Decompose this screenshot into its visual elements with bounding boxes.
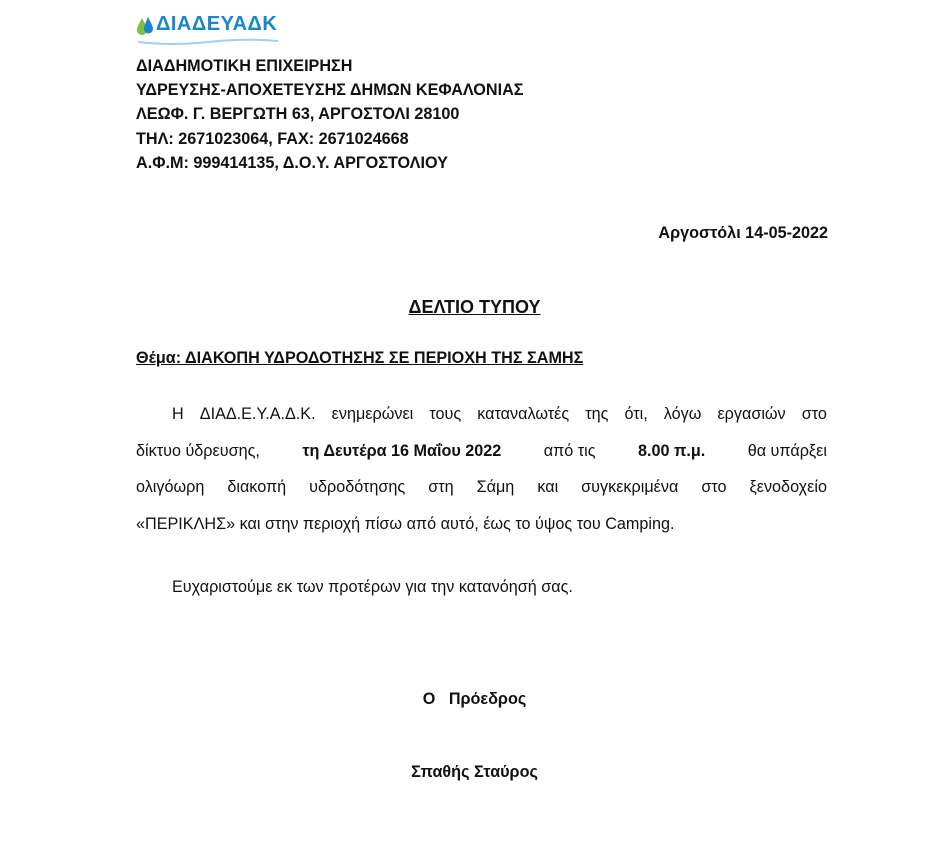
company-name: ΔΙΑΔΗΜΟΤΙΚΗ ΕΠΙΧΕΙΡΗΣΗ: [136, 57, 353, 75]
body-word: ενημερώνει: [331, 405, 414, 423]
company-full-name: ΥΔΡΕΥΣΗΣ-ΑΠΟΧΕΤΕΥΣΗΣ ΔΗΜΩΝ ΚΕΦΑΛΟΝΙΑΣ: [136, 81, 524, 100]
body-word: τους: [429, 405, 462, 423]
body-word: Σάμη: [476, 478, 515, 496]
body-text: «ΠΕΡΙΚΛΗΣ» και στην περιοχή πίσω από αυτό, έως το ύψος του Camping.: [136, 514, 675, 533]
logo-wave: [138, 37, 278, 47]
body-line-4: [136, 506, 827, 543]
company-address: ΛΕΩΦ. Γ. ΒΕΡΓΩΤΗ 63, ΑΡΓΟΣΤΟΛΙ 28100: [136, 105, 460, 124]
document-date: Αργοστόλι 14-05-2022: [658, 224, 828, 242]
body-word: διακοπή: [227, 478, 287, 496]
body-word: εργασιών: [717, 405, 786, 423]
company-logo: [136, 13, 277, 37]
body-word: καταναλωτές: [477, 405, 570, 423]
body-line-2: [136, 433, 827, 470]
body-word: στη: [428, 478, 454, 496]
document-subject: Θέμα: ΔΙΑΚΟΠΗ ΥΔΡΟΔΟΤΗΣΗΣ ΣΕ ΠΕΡΙΟΧΗ ΤΗΣ ΣΑΜΗΣ: [136, 349, 584, 367]
body-text: από τις: [543, 441, 596, 460]
body-word: και: [537, 478, 559, 496]
outage-date: τη Δευτέρα 16 Μαΐου 2022: [302, 441, 502, 460]
body-line-3: [136, 469, 827, 506]
logo-text: ΔΙΑΔΕΥΑΔΚ: [156, 13, 278, 35]
body-word: στο: [801, 405, 827, 423]
president-title: Ο Πρόεδρος: [422, 690, 527, 708]
document-title: ΔΕΛΤΙΟ ΤΥΠΟΥ: [408, 297, 541, 317]
body-text: θα υπάρξει: [747, 441, 827, 460]
body-line-1: [136, 396, 827, 433]
company-tax-id: Α.Φ.Μ: 999414135, Δ.Ο.Υ. ΑΡΓΟΣΤΟΛΙΟΥ: [136, 153, 448, 172]
body-word: ΔΙΑΔ.Ε.Υ.Α.Δ.Κ.: [199, 405, 316, 423]
body-word: Η: [172, 405, 184, 423]
company-header: [136, 54, 523, 175]
body-word: λόγω: [663, 405, 702, 423]
thanks-text: Ευχαριστούμε εκ των προτέρων για την κατανόησή σας.: [172, 578, 573, 596]
body-word: ολιγόωρη: [136, 478, 205, 496]
body-text: δίκτυο ύδρευσης,: [136, 441, 260, 460]
body-word: ξενοδοχείο: [749, 478, 827, 496]
press-release-body: [136, 396, 827, 542]
outage-time: 8.00 π.μ.: [637, 441, 706, 460]
body-word: υδροδότησης: [309, 478, 406, 496]
body-word: συγκεκριμένα: [581, 478, 679, 496]
signer-name: Σπαθής Σταύρος: [411, 763, 538, 781]
water-drop-icon: [136, 15, 154, 37]
body-word: στο: [701, 478, 727, 496]
body-word: της: [585, 405, 609, 423]
company-phone-fax: ΤΗΛ: 2671023064, FAX: 2671024668: [136, 129, 409, 148]
body-word: ότι,: [624, 405, 648, 423]
